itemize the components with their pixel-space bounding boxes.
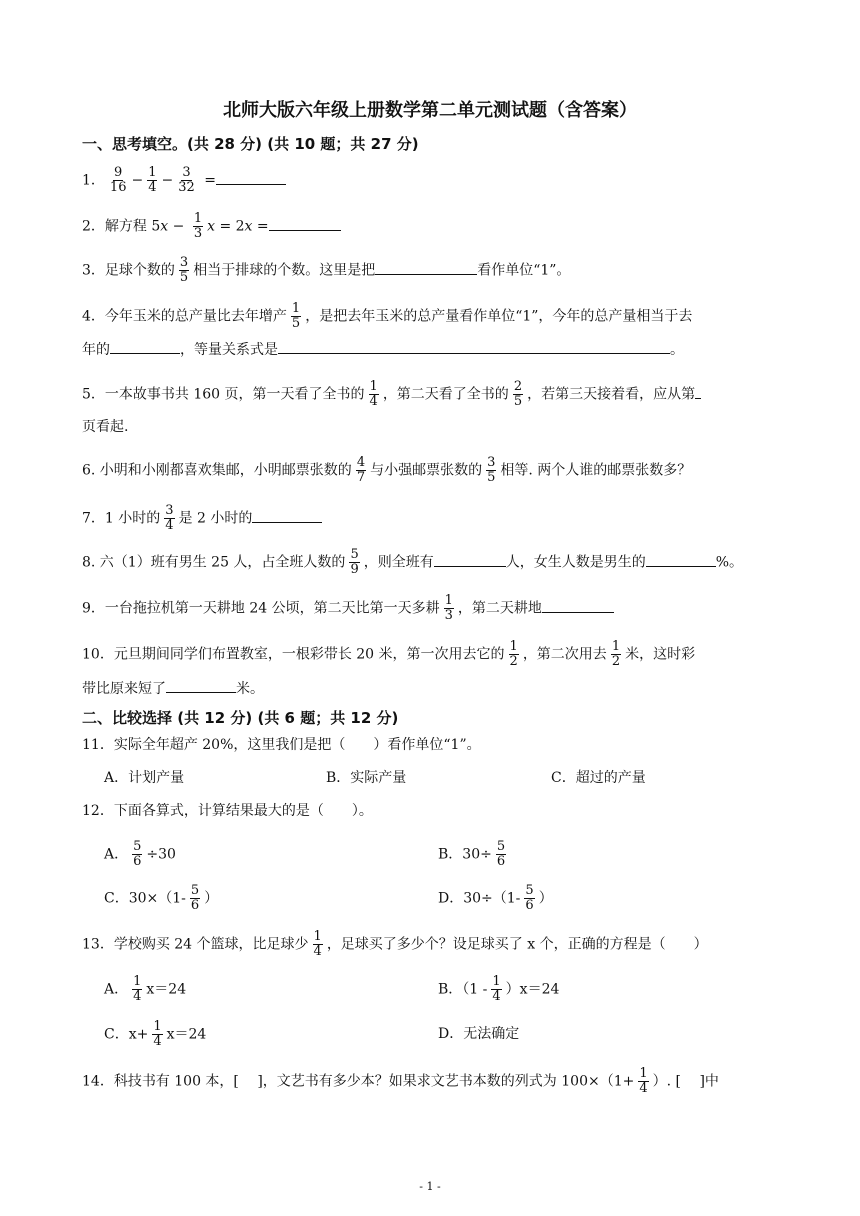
page-title: 北师大版六年级上册数学第二单元测试题（含答案） [223, 100, 637, 121]
fraction: $\frac{5}{6}$ [190, 883, 200, 913]
fraction: $\frac{1}{4}$ [148, 165, 157, 195]
question-10-line-2: 带比原来短了 米。 [82, 678, 264, 700]
question-3: 3．足球个数的 $\frac{3}{5}$ 相当于排球的个数。这里是把 看作单位“1”。 [82, 255, 571, 285]
fraction: $\frac{1}{3}$ [444, 593, 453, 623]
fraction: $\frac{1}{2}$ [509, 639, 518, 669]
option-b[interactable]: B．实际产量 [326, 770, 407, 786]
question-14: 14．科技书有 100 本，[ ]，文艺书有多少本？如果求文艺书本数的列式为 100×（1+ $\frac{1}{4}$ ）. [ ]中 [82, 1066, 719, 1096]
option-c[interactable]: C．超过的产量 [551, 770, 646, 786]
fraction: $\frac{1}{4}$ [153, 1019, 162, 1049]
fraction: $\frac{5}{9}$ [350, 547, 359, 577]
answer-blank[interactable] [166, 678, 236, 693]
question-5-line-2: 页看起. [82, 419, 129, 435]
fraction: $\frac{5}{6}$ [133, 839, 142, 869]
option-d[interactable]: D．30÷（1- $\frac{5}{6}$ ） [438, 883, 553, 913]
fraction: $\frac{3}{5}$ [179, 255, 189, 285]
answer-blank[interactable] [110, 339, 180, 354]
question-4-line-2: 年的 ，等量关系式是 。 [82, 339, 684, 361]
question-12: 12．下面各算式，计算结果最大的是（ ）。 [82, 803, 373, 819]
answer-blank[interactable] [269, 216, 341, 231]
fraction: $\frac{3}{5}$ [487, 455, 496, 485]
fraction: $\frac{4}{7}$ [356, 455, 366, 485]
section-heading-choice: 二、比较选择 (共 12 分) (共 6 题；共 12 分) [82, 709, 399, 727]
fraction: $\frac{1}{4}$ [639, 1066, 648, 1096]
answer-blank[interactable] [252, 508, 322, 523]
fraction: $\frac{1}{4}$ [492, 974, 501, 1004]
fraction: $\frac{1}{2}$ [611, 639, 621, 669]
question-10: 10．元旦期间同学们布置教室，一根彩带长 20 米，第一次用去它的 $\frac{1}{2}$ ，第二次用去 $\frac{1}{2}$ 米，这时彩 [82, 639, 696, 669]
fraction: $\frac{1}{4}$ [133, 974, 142, 1004]
fraction: $\frac{2}{5}$ [513, 379, 523, 409]
section-heading-fill-in: 一、思考填空。(共 28 分) (共 10 题；共 27 分) [82, 135, 419, 153]
question-13: 13．学校购买 24 个篮球，比足球少 $\frac{1}{4}$ ，足球买了多少个？设足球买了 x 个，正确的方程是（ ） [82, 929, 708, 959]
question-2: 2．解方程 5x − $\frac{1}{3}$ x = 2x = [82, 212, 341, 241]
option-a[interactable]: A．计划产量 [104, 770, 185, 786]
answer-blank[interactable] [375, 260, 477, 275]
fraction: $\frac{1}{3}$ [193, 211, 203, 241]
answer-blank[interactable] [216, 170, 286, 185]
answer-blank[interactable] [434, 552, 506, 567]
option-b[interactable]: B．（1 - $\frac{1}{4}$ ）x＝24 [438, 974, 560, 1004]
option-c[interactable]: C．x+ $\frac{1}{4}$ x＝24 [104, 1019, 207, 1049]
answer-blank[interactable] [695, 384, 701, 399]
page-number: - 1 - [419, 1180, 441, 1193]
fraction: $\frac{5}{6}$ [496, 839, 506, 869]
fraction: $\frac{5}{6}$ [525, 883, 534, 913]
question-6: 6. 小明和小刚都喜欢集邮，小明邮票张数的 $\frac{4}{7}$ 与小强邮票张数的 $\frac{3}{5}$ 相等. 两个人谁的邮票张数多？ [82, 455, 692, 485]
answer-blank[interactable] [646, 552, 716, 567]
option-a[interactable]: A． $\frac{1}{4}$ x＝24 [104, 974, 187, 1004]
option-b[interactable]: B．30÷ $\frac{5}{6}$ [438, 839, 506, 869]
question-8: 8. 六（1）班有男生 25 人，占全班人数的 $\frac{5}{9}$ ，则全班有 人，女生人数是男生的 %。 [82, 547, 744, 577]
fraction: $\frac{3}{4}$ [165, 503, 174, 533]
question-5: 5．一本故事书共 160 页，第一天看了全书的 $\frac{1}{4}$ ，第二天看了全书的 $\frac{2}{5}$ ，若第三天接着看，应从第 [82, 380, 701, 409]
answer-blank[interactable] [278, 339, 670, 354]
fraction: $\frac{9}{16}$ [109, 165, 127, 195]
question-7: 7．1 小时的 $\frac{3}{4}$ 是 2 小时的 [82, 504, 322, 533]
question-1: 1． $\frac{9}{16}$ − $\frac{1}{4}$ − $\frac{3}{32}$ = [82, 166, 286, 195]
fraction: $\frac{1}{4}$ [369, 379, 378, 409]
option-d[interactable]: D．无法确定 [438, 1026, 520, 1042]
fraction: $\frac{1}{5}$ [291, 301, 301, 331]
fraction: $\frac{1}{4}$ [313, 929, 322, 959]
question-11: 11．实际全年超产 20%，这里我们是把（ ）看作单位“1”。 [82, 737, 481, 753]
fraction: $\frac{3}{32}$ [178, 165, 195, 195]
answer-blank[interactable] [542, 598, 614, 613]
option-c[interactable]: C．30×（1- $\frac{5}{6}$ ） [104, 883, 219, 913]
option-a[interactable]: A． $\frac{5}{6}$ ÷30 [104, 839, 176, 869]
question-9: 9．一台拖拉机第一天耕地 24 公顷，第二天比第一天多耕 $\frac{1}{3}$ ，第二天耕地 [82, 594, 614, 623]
question-4: 4．今年玉米的总产量比去年增产 $\frac{1}{5}$ ，是把去年玉米的总产量看作单位“1”，今年的总产量相当于去 [82, 301, 693, 331]
